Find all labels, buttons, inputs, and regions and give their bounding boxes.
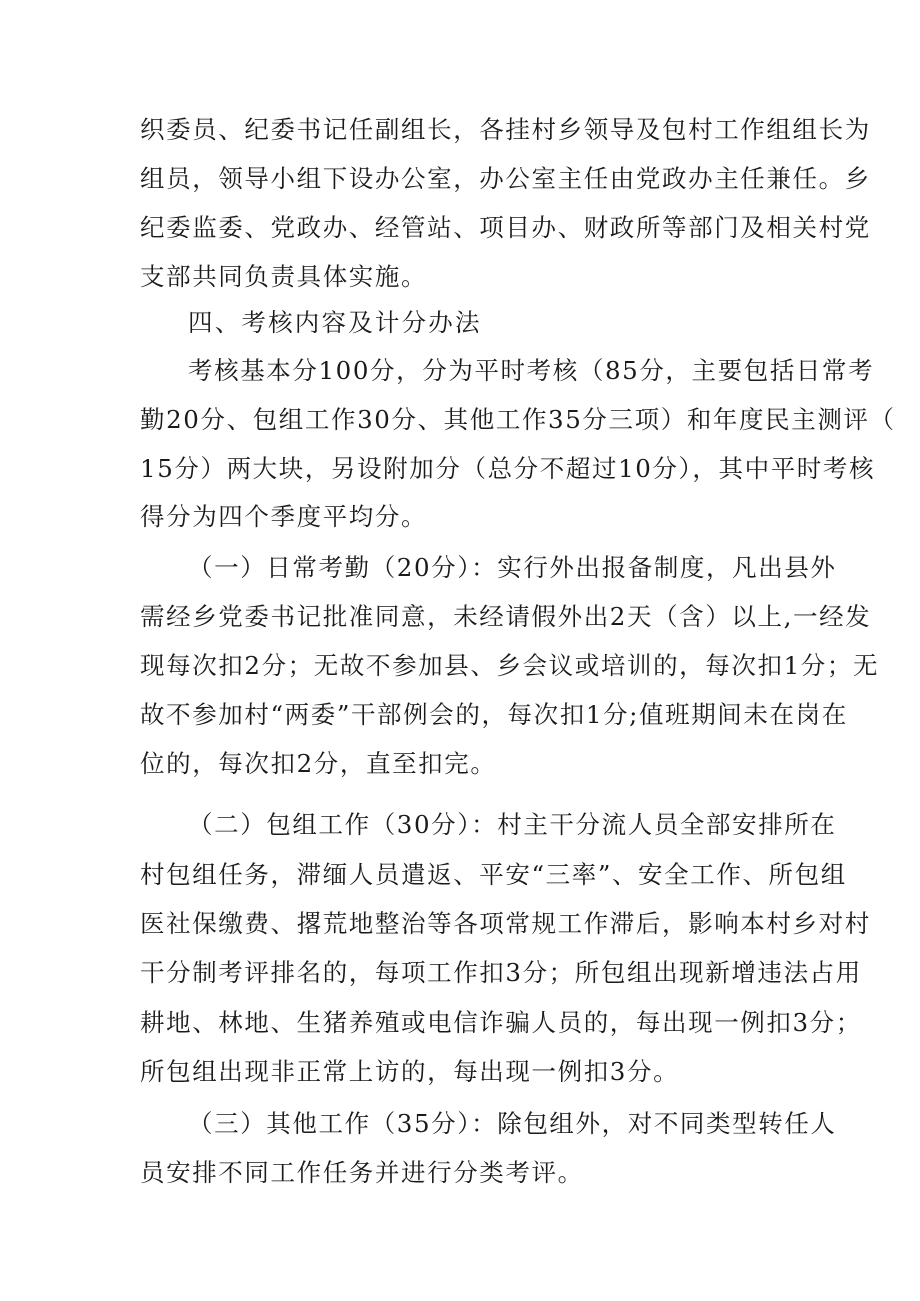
text-line: 现每次扣2分；无故不参加县、乡会议或培训的，每次扣1分；无 xyxy=(140,651,880,680)
text-line: 织委员、纪委书记任副组长，各挂村乡领导及包村工作组组长为 xyxy=(140,115,871,144)
text-line: 员安排不同工作任务并进行分类考评。 xyxy=(140,1158,584,1187)
text-line: 故不参加村“两委”干部例会的，每次扣1分;值班期间未在岗在 xyxy=(140,700,848,729)
section-heading: 四、考核内容及计分办法 xyxy=(188,308,482,337)
subsection-line: （一）日常考勤（20分）：实行外出报备制度，凡出县外 xyxy=(188,553,837,582)
text-line: 支部共同负责具体实施。 xyxy=(140,262,428,291)
text-line: 需经乡党委书记批准同意，未经请假外出2天（含）以上,一经发 xyxy=(140,602,872,631)
text-line: 考核基本分100分，分为平时考核（85分，主要包括日常考 xyxy=(188,356,875,385)
text-line: 勤20分、包组工作30分、其他工作35分三项）和年度民主测评（ xyxy=(140,405,896,434)
text-line: 所包组出现非正常上访的，每出现一例扣3分。 xyxy=(140,1057,680,1086)
text-line: 医社保缴费、撂荒地整治等各项常规工作滞后，影响本村乡对村 xyxy=(140,909,871,938)
text-line: 得分为四个季度平均分。 xyxy=(140,502,428,531)
text-line: 15分）两大块，另设附加分（总分不超过10分），其中平时考核 xyxy=(140,454,876,483)
text-line: 村包组任务，滞缅人员遣返、平安“三率”、安全工作、所包组 xyxy=(140,860,847,889)
text-line: 干分制考评排名的，每项工作扣3分；所包组出现新增违法占用 xyxy=(140,958,862,987)
text-line: 组员，领导小组下设办公室，办公室主任由党政办主任兼任。乡 xyxy=(140,164,871,193)
text-line: 纪委监委、党政办、经管站、项目办、财政所等部门及相关村党 xyxy=(140,213,871,242)
subsection-line: （二）包组工作（30分）：村主干分流人员全部安排所在 xyxy=(188,810,837,839)
text-line: 耕地、林地、生猪养殖或电信诈骗人员的，每出现一例扣3分； xyxy=(140,1008,862,1037)
subsection-line: （三）其他工作（35分）：除包组外，对不同类型转任人 xyxy=(188,1109,837,1138)
text-line: 位的，每次扣2分，直至扣完。 xyxy=(140,749,497,778)
